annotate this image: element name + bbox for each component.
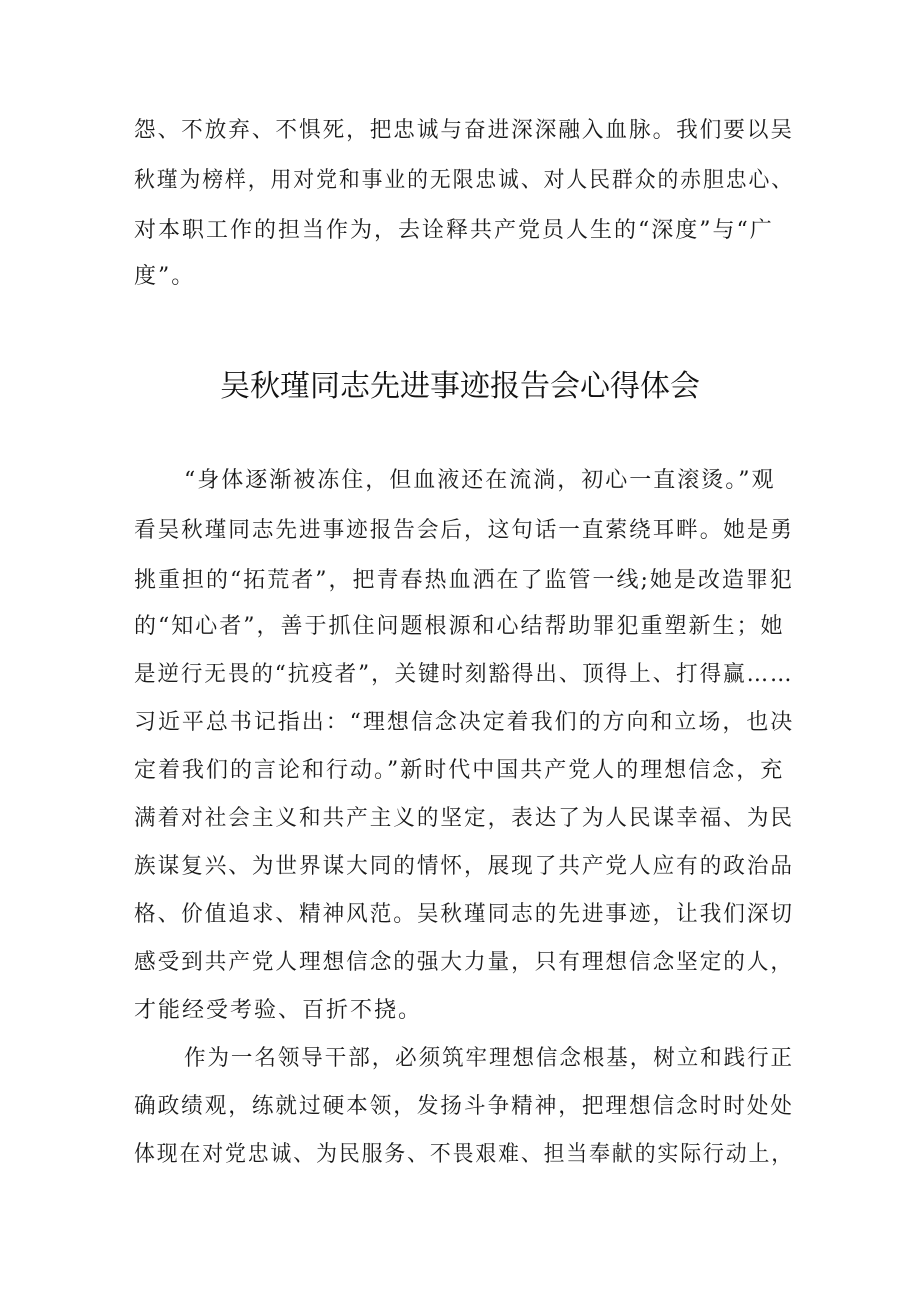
intro-line: 对本职工作的担当作为，去诠释共产党员人生的“深度”与“广 [134, 218, 774, 243]
paragraph-line: 体现在对党忠诚、为民服务、不畏艰难、担当奉献的实际行动上， [134, 1142, 795, 1167]
paragraph-line: 挑重担的“拓荒者”，把青春热血洒在了监管一线;她是改造罪犯 [134, 568, 794, 593]
paragraph-line: 习近平总书记指出：“理想信念决定着我们的方向和立场，也决 [134, 710, 795, 735]
paragraph-line: 是逆行无畏的“抗疫者”，关键时刻豁得出、顶得上、打得赢…… [134, 662, 794, 687]
paragraph-line: 的“知心者”，善于抓住问题根源和心结帮助罪犯重塑新生；她 [134, 614, 785, 639]
paragraph-line: 定着我们的言论和行动。”新时代中国共产党人的理想信念，充 [134, 758, 785, 783]
intro-line: 秋瑾为榜样，用对党和事业的无限忠诚、对人民群众的赤胆忠心、 [134, 168, 795, 193]
paragraph-line: 族谋复兴、为世界谋大同的情怀，展现了共产党人应有的政治品 [134, 854, 795, 879]
intro-line: 度”。 [134, 264, 196, 289]
paragraph-line: 满着对社会主义和共产主义的坚定，表达了为人民谋幸福、为民 [134, 806, 795, 831]
paragraph-line: 感受到共产党人理想信念的强大力量，只有理想信念坚定的人， [134, 950, 795, 975]
paragraph-line: 看吴秋瑾同志先进事迹报告会后，这句话一直萦绕耳畔。她是勇 [134, 518, 795, 543]
paragraph-line: 确政绩观，练就过硬本领，发扬斗争精神，把理想信念时时处处 [134, 1094, 795, 1119]
paragraph-line: 作为一名领导干部，必须筑牢理想信念根基，树立和践行正 [184, 1046, 795, 1071]
paragraph-line: “身体逐渐被冻住，但血液还在流淌，初心一直滚烫。”观 [184, 468, 776, 493]
intro-line: 怨、不放弃、不惧死，把忠诚与奋进深深融入血脉。我们要以吴 [134, 118, 795, 143]
document-title: 吴秋瑾同志先进事迹报告会心得体会 [220, 369, 700, 404]
paragraph-line: 才能经受考验、百折不挠。 [134, 998, 423, 1023]
paragraph-line: 格、价值追求、精神风范。吴秋瑾同志的先进事迹，让我们深切 [134, 902, 795, 927]
